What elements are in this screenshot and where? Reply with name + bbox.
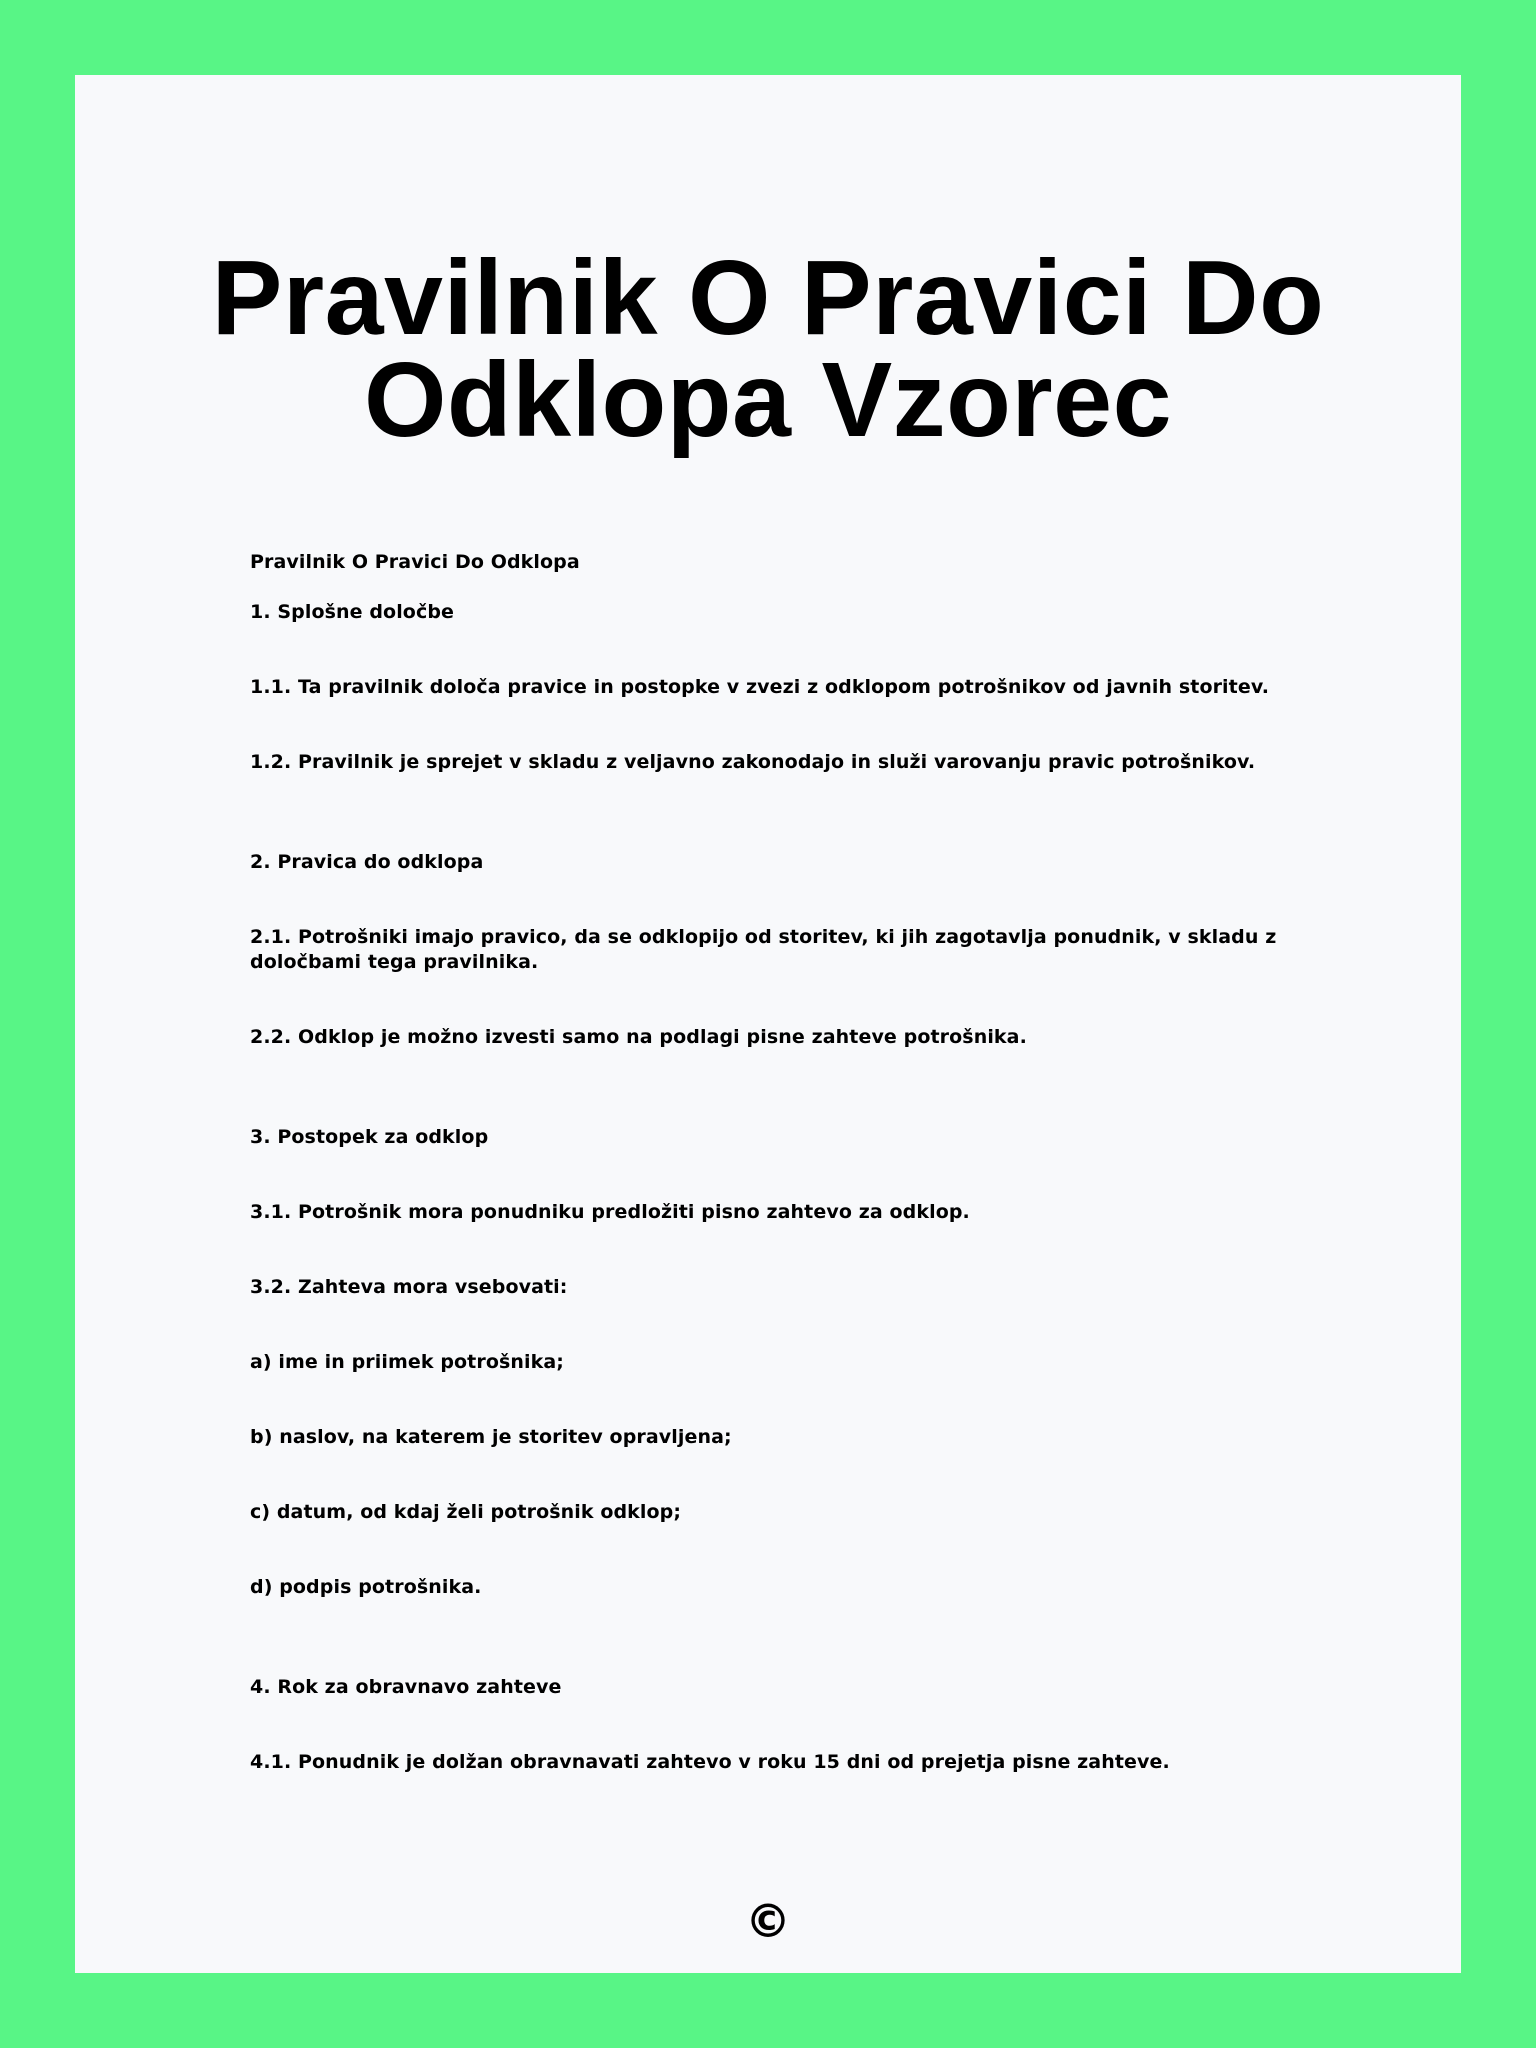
- section-item: 4.1. Ponudnik je dolžan obravnavati zahtevo v roku 15 dni od prejetja pisne zahteve.: [250, 1751, 1170, 1773]
- section-title: 4. Rok za obravnavo zahteve: [250, 1676, 562, 1698]
- document-title-line-1: Pravilnik O Pravici Do: [211, 239, 1325, 357]
- list-item: a) ime in priimek potrošnika;: [250, 1351, 564, 1373]
- document-heading: Pravilnik O Pravici Do Odklopa: [250, 551, 580, 573]
- section-item: 3.2. Zahteva mora vsebovati:: [250, 1276, 568, 1298]
- section-item: 2.2. Odklop je možno izvesti samo na podlagi pisne zahteve potrošnika.: [250, 1026, 1027, 1048]
- section-title: 2. Pravica do odklopa: [250, 851, 484, 873]
- document-title: [75, 239, 1461, 459]
- section-title: 3. Postopek za odklop: [250, 1126, 489, 1148]
- section-title: 1. Splošne določbe: [250, 601, 455, 623]
- section-item: 2.1. Potrošniki imajo pravico, da se odklopijo od storitev, ki jih zagotavlja ponudnik, v skladu z določbami tega pravilnika.: [250, 926, 1277, 973]
- list-item: d) podpis potrošnika.: [250, 1576, 482, 1598]
- section-item: 3.1. Potrošnik mora ponudniku predložiti pisno zahtevo za odklop.: [250, 1201, 970, 1223]
- list-item: c) datum, od kdaj želi potrošnik odklop;: [250, 1501, 682, 1523]
- section-item: 1.1. Ta pravilnik določa pravice in postopke v zvezi z odklopom potrošnikov od javnih storitev.: [250, 676, 1270, 698]
- list-item: b) naslov, na katerem je storitev opravljena;: [250, 1426, 732, 1448]
- document-page: [75, 75, 1461, 1973]
- copyright-symbol: ©: [745, 1894, 791, 1948]
- document-title-line-2: Odklopa Vzorec: [363, 341, 1173, 459]
- section-item: 1.2. Pravilnik je sprejet v skladu z veljavno zakonodajo in služi varovanju pravic potrošnikov.: [250, 751, 1256, 773]
